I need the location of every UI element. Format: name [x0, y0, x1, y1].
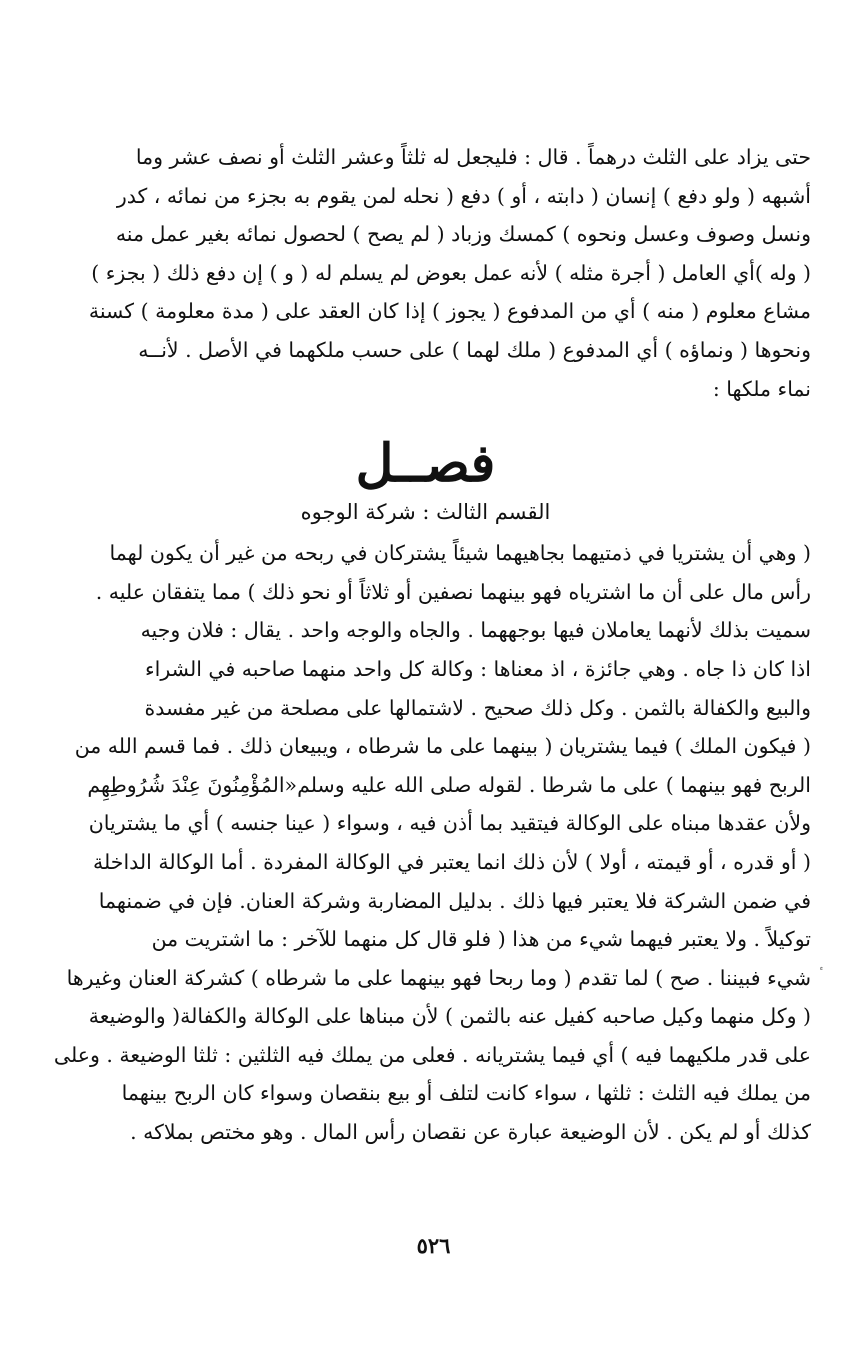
text-line: مشاع معلوم ( منه ) أي من المدفوع ( يجوز ) إذا كان العقد على ( مدة معلومة ) كسنة: [88, 299, 811, 324]
text-line: على قدر ملكيهما فيه ) أي فيما يشتريانه . فعلى من يملك فيه الثلثين : ثلثا الوضيعة . وعلى: [53, 1042, 811, 1067]
text-line: والبيع والكفالة بالثمن . وكل ذلك صحيح . لاشتمالها على مصلحة من غير مفسدة: [144, 695, 811, 720]
text-line: كذلك أو لم يكن . لأن الوضيعة عبارة عن نقصان رأس المال . وهو مختص بملاكه .: [130, 1120, 811, 1145]
text-line: ( وهي أن يشتريا في ذمتيهما بجاهيهما شيئاً يشتركان في ربحه من غير أن يكون لهما: [109, 541, 811, 566]
text-line: ( وكل منهما وكيل صاحبه كفيل عنه بالثمن ) لأن مبناها على الوكالة والكفالة( والوضيعة: [88, 1004, 811, 1029]
text-line: ونحوها ( ونماؤه ) أي المدفوع ( ملك لهما ) على حسب ملكهما في الأصل . لأنــه: [138, 337, 811, 362]
text-line: من يملك فيه الثلث : ثلثها ، سواء كانت لتلف أو بيع بنقصان وسواء كان الربح بينهما: [121, 1081, 811, 1106]
text-line: ولأن عقدها مبناه على الوكالة فيتقيد بما أذن فيه ، وسواء ( عينا جنسه ) أي ما يشتريان: [88, 811, 811, 836]
text-line: توكيلاً . ولا يعتبر فيهما شيء من هذا ( فلو قال كل منهما للآخر : ما اشتريت من: [151, 927, 811, 952]
text-line: ( أو قدره ، أو قيمته ، أولا ) لأن ذلك انما يعتبر في الوكالة المفردة . أما الوكالة الداخلة: [93, 849, 811, 874]
text-line: ( وله )أي العامل ( أجرة مثله ) لأنه عمل بعوض لم يسلم له ( و ) إن دفع ذلك ( بجزء ): [91, 260, 811, 285]
text-line: في ضمن الشركة فلا يعتبر فيها ذلك . بدليل المضاربة وشركة العنان. فإن في ضمنهما: [98, 888, 811, 913]
text-line: شيء فبيننا . صح ) لما تقدم ( وما ربحا فهو بينهما على ما شرطاه ) كشركة العنان وغيرها: [66, 965, 811, 990]
text-line: الربح فهو بينهما ) على ما شرطا . لقوله صلى الله عليه وسلم«المُؤْمِنُونَ عِنْدَ شُرُوطِهِم: [87, 772, 811, 797]
text-line: ونسل وصوف وعسل ونحوه ) كمسك وزباد ( لم يصح ) لحصول نمائه بغير عمل منه: [115, 222, 811, 247]
text-line: نماء ملكها :: [712, 376, 811, 401]
text-line: أشبهه ( ولو دفع ) إنسان ( دابته ، أو ) دفع ( نحله لمن يقوم به بجزء من نمائه ، كدر: [116, 183, 811, 208]
page-number: ٥٢٦: [416, 1233, 451, 1258]
section-title: فصــل: [355, 433, 496, 495]
section-subheading: القسم الثالث : شركة الوجوه: [300, 500, 551, 525]
text-line: ( فيكون الملك ) فيما يشتريان ( بينهما على ما شرطاه ، ويبيعان ذلك . فما قسم الله من: [74, 734, 811, 759]
text-line: سميت بذلك لأنهما يعاملان فيها بوجههما . والجاه والوجه واحد . يقال : فلان وجيه: [140, 618, 811, 643]
text-line: رأس مال على أن ما اشترياه فهو بينهما نصفين أو ثلاثاً أو نحو ذلك ) مما يتفقان عليه .: [95, 579, 811, 604]
text-line: اذا كان ذا جاه . وهي جائزة ، اذ معناها : وكالة كل واحد منهما صاحبه في الشراء: [145, 656, 811, 681]
paragraph-continuation: [40, 138, 811, 408]
paragraph-body: [40, 534, 811, 1152]
text-line: حتى يزاد على الثلث درهماً . قال : فليجعل له ثلثاً وعشر الثلث أو نصف عشر وما: [135, 145, 811, 169]
